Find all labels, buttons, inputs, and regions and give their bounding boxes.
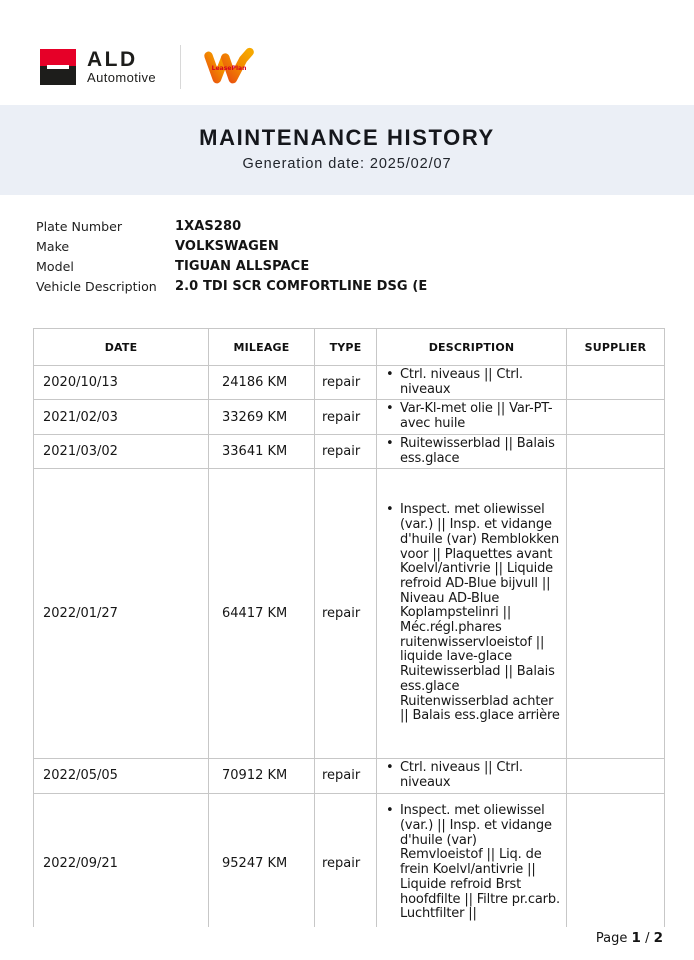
vehicle-field-label: Vehicle Description <box>36 278 157 294</box>
date-cell: 2022/09/21 <box>34 793 209 927</box>
model-value: TIGUAN ALLSPACE <box>175 258 310 274</box>
type-cell: repair <box>315 469 377 759</box>
description-text: Ctrl. niveaus || Ctrl. niveaux <box>400 367 523 397</box>
vehicle-field-label: Plate Number <box>36 218 123 234</box>
date-cell: 2021/03/02 <box>34 434 209 468</box>
mileage-cell: 95247 KM <box>209 793 315 927</box>
bullet-icon: • <box>386 401 394 417</box>
column-header-type: TYPE <box>315 329 377 366</box>
bullet-icon: • <box>386 760 394 776</box>
type-cell: repair <box>315 434 377 468</box>
description-text: Inspect. met oliewissel (var.) || Insp. et vidange d'huile (var) Remvloeistof || Liq. de frein Koelvl/antivrie || Liquide refroid Brst hoofdfilte || Filtre pr.carb. Luchtfilter || <box>400 803 560 922</box>
description-cell <box>377 366 567 400</box>
leaseplan-logo-text: LeasePlan <box>211 64 247 72</box>
vehicle-field-label: Model <box>36 258 74 274</box>
ald-name: ALD <box>87 48 138 71</box>
vehicle-field-row <box>36 276 427 296</box>
date-cell: 2020/10/13 <box>34 366 209 400</box>
vehicle-field-row <box>36 236 427 256</box>
column-header-supplier: SUPPLIER <box>567 329 665 366</box>
description-text: Ctrl. niveaus || Ctrl. niveaux <box>400 760 523 790</box>
type-cell: repair <box>315 400 377 434</box>
date-cell: 2021/02/03 <box>34 400 209 434</box>
table-row <box>34 469 665 759</box>
page-total: 2 <box>653 930 663 946</box>
type-cell: repair <box>315 759 377 793</box>
page-separator: / <box>645 931 650 946</box>
page-footer <box>596 930 663 946</box>
brand-header <box>40 44 259 90</box>
bullet-icon: • <box>386 367 394 382</box>
bullet-icon: • <box>386 435 394 451</box>
table-header-row <box>34 329 665 366</box>
table-row <box>34 400 665 434</box>
page-label: Page <box>595 931 628 946</box>
vehicle-field-label: Make <box>36 238 70 254</box>
history-table <box>33 328 665 927</box>
supplier-cell <box>567 434 665 468</box>
make-value: VOLKSWAGEN <box>175 238 279 254</box>
description-cell <box>377 434 567 468</box>
mileage-cell: 33641 KM <box>209 434 315 468</box>
supplier-cell <box>567 366 665 400</box>
history-table-container <box>33 328 666 927</box>
ald-logo-icon <box>40 49 76 85</box>
leaseplan-logo-icon <box>201 44 259 90</box>
description-cell <box>377 793 567 927</box>
ald-subtitle: Automotive <box>87 70 157 85</box>
supplier-cell <box>567 793 665 927</box>
supplier-cell <box>567 469 665 759</box>
description-cell <box>377 759 567 793</box>
table-row <box>34 434 665 468</box>
column-header-description: DESCRIPTION <box>377 329 567 366</box>
vehicle-description-value: 2.0 TDI SCR COMFORTLINE DSG (E <box>175 278 428 294</box>
mileage-cell: 70912 KM <box>209 759 315 793</box>
description-cell <box>377 400 567 434</box>
title-band <box>0 105 694 195</box>
description-text: Ruitewisserblad || Balais ess.glace <box>400 435 555 466</box>
column-header-mileage: MILEAGE <box>209 329 315 366</box>
description-text: Var-Kl-met olie || Var-PT-avec huile <box>400 401 553 432</box>
column-header-date: DATE <box>34 329 209 366</box>
logo-divider <box>180 45 181 89</box>
page-title: MAINTENANCE HISTORY <box>199 125 495 150</box>
type-cell: repair <box>315 793 377 927</box>
date-cell: 2022/01/27 <box>34 469 209 759</box>
mileage-cell: 24186 KM <box>209 366 315 400</box>
description-text: Inspect. met oliewissel (var.) || Insp. et vidange d'huile (var) Remblokken voor || Plaquettes avant Koelvl/antivrie || Liquide refroid AD-Blue bijvull || Niveau AD-Blue Koplampstelinri || Méc.régl.phares ruitenwisservloeistof || liquide lave-glace Ruitewisserblad || Balais ess.glace Ruitenwisserblad achter || Balais ess.glace arrière <box>400 502 560 724</box>
supplier-cell <box>567 400 665 434</box>
vehicle-field-row <box>36 216 427 236</box>
generation-date: Generation date: 2025/02/07 <box>242 156 452 172</box>
table-row <box>34 793 665 927</box>
mileage-cell: 64417 KM <box>209 469 315 759</box>
supplier-cell <box>567 759 665 793</box>
date-cell: 2022/05/05 <box>34 759 209 793</box>
ald-wordmark <box>87 49 156 85</box>
bullet-icon: • <box>386 803 394 819</box>
vehicle-info <box>36 216 427 296</box>
vehicle-field-row <box>36 256 427 276</box>
bullet-icon: • <box>386 502 394 518</box>
mileage-cell: 33269 KM <box>209 400 315 434</box>
table-row <box>34 366 665 400</box>
page-current: 1 <box>631 930 641 946</box>
plate-number-value: 1XAS280 <box>175 218 242 234</box>
description-cell <box>377 469 567 759</box>
table-row <box>34 759 665 793</box>
type-cell: repair <box>315 366 377 400</box>
